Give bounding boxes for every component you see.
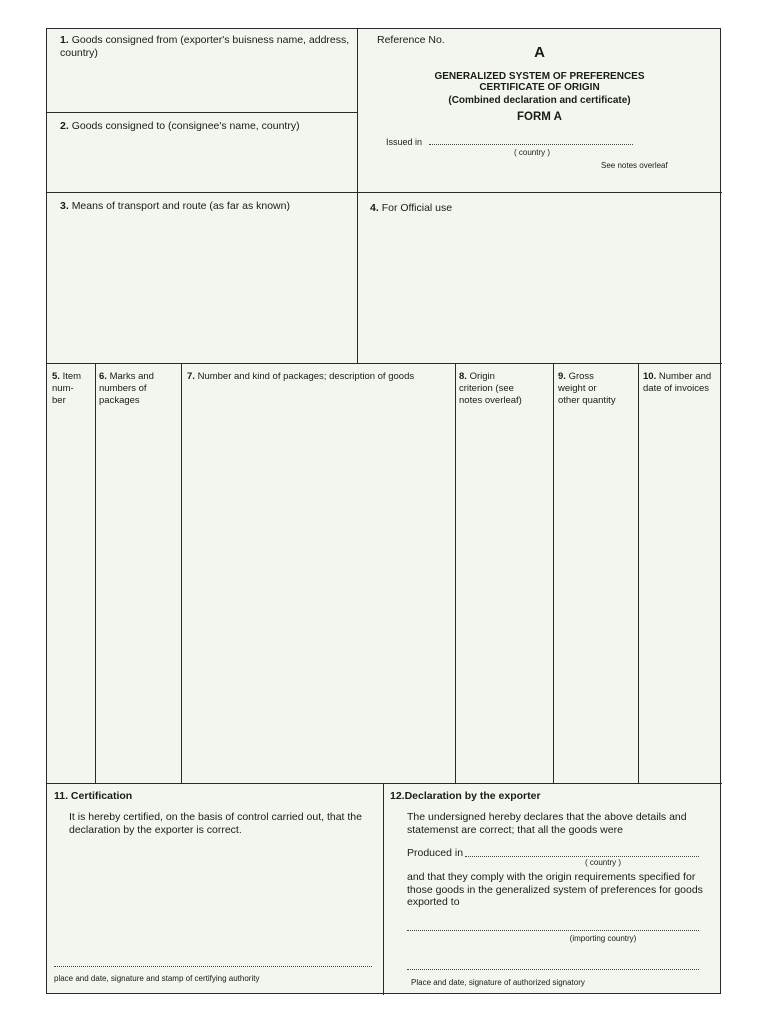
certification-signature-caption: place and date, signature and stamp of certifying authority — [54, 974, 260, 983]
box-goods-consigned-from[interactable] — [47, 29, 357, 112]
box-goods-consigned-to[interactable] — [47, 112, 357, 192]
column8-label: Origin criterion (see notes overleaf) — [459, 371, 522, 406]
issued-in-label: Issued in — [386, 137, 423, 147]
form-header — [357, 29, 722, 192]
declaration-signature-caption: Place and date, signature of authorized signatory — [411, 978, 585, 987]
produced-in-label: Produced in — [407, 847, 464, 859]
box2-label: Goods consigned to (consignee's name, country) — [71, 120, 300, 132]
column5-number: 5. — [52, 371, 60, 382]
declaration-signature-line[interactable] — [407, 969, 699, 970]
box3-number: 3. — [60, 200, 69, 212]
reference-label: Reference No. — [377, 34, 445, 46]
produced-in-line[interactable] — [465, 856, 699, 857]
box4-label: For Official use — [381, 202, 453, 214]
column7-label: Number and kind of packages; description of goods — [197, 371, 415, 382]
column5-label: Item num-ber — [52, 371, 82, 406]
form-letter: A — [534, 44, 545, 61]
column6-label: Marks and numbers of packages — [99, 371, 154, 406]
box-official-use[interactable] — [357, 192, 722, 363]
declaration-text-1: The undersigned hereby declares that the above details and statemenst are correct; that all the goods were — [407, 811, 687, 836]
notes-overleaf: See notes overleaf — [601, 161, 668, 170]
column10-label: Number and date of invoices — [643, 371, 712, 394]
box3-label: Means of transport and route (as far as known) — [71, 200, 290, 212]
box-certification — [47, 783, 383, 995]
box1-number: 1. — [60, 34, 69, 46]
column7-number: 7. — [187, 371, 195, 382]
column9-label: Gross weight or other quantity — [558, 371, 616, 406]
certificate-form — [46, 28, 721, 994]
box1-label: Goods consigned from (exporter's buisness name, address, country) — [60, 34, 350, 59]
column-description-of-goods[interactable] — [181, 363, 455, 783]
column-gross-weight[interactable] — [553, 363, 638, 783]
column-marks-numbers[interactable] — [95, 363, 181, 783]
box-means-of-transport[interactable] — [47, 192, 357, 363]
column-origin-criterion[interactable] — [455, 363, 553, 783]
column9-number: 9. — [558, 371, 566, 382]
certification-text: It is hereby certified, on the basis of control carried out, that the declaration by the exporter is correct. — [69, 811, 362, 836]
title-line-1: GENERALIZED SYSTEM OF PREFERENCES — [434, 71, 645, 82]
certification-signature-line[interactable] — [54, 966, 372, 967]
declaration-text-2: and that they comply with the origin requirements specified for those goods in the generalized system of preferences for goods exported to — [407, 871, 703, 908]
title-line-3: (Combined declaration and certificate) — [448, 95, 631, 106]
box2-number: 2. — [60, 120, 69, 132]
issued-in-country-caption: ( country ) — [513, 148, 550, 157]
column6-number: 6. — [99, 371, 107, 382]
column8-number: 8. — [459, 371, 467, 382]
form-name: FORM A — [517, 111, 562, 123]
column10-number: 10. — [643, 371, 657, 382]
box4-number: 4. — [370, 202, 379, 214]
importing-country-line[interactable] — [407, 930, 699, 931]
importing-country-caption: (importing country) — [569, 934, 637, 943]
title-line-2: CERTIFICATE OF ORIGIN — [479, 82, 600, 93]
declaration-title: 12.Declaration by the exporter — [390, 790, 541, 802]
issued-in-line[interactable] — [429, 144, 633, 145]
column-item-number[interactable] — [47, 363, 95, 783]
produced-in-country-caption: ( country ) — [584, 858, 621, 867]
certification-title: 11. Certification — [54, 790, 133, 802]
box-declaration-by-exporter — [383, 783, 722, 995]
column-invoices[interactable] — [638, 363, 722, 783]
